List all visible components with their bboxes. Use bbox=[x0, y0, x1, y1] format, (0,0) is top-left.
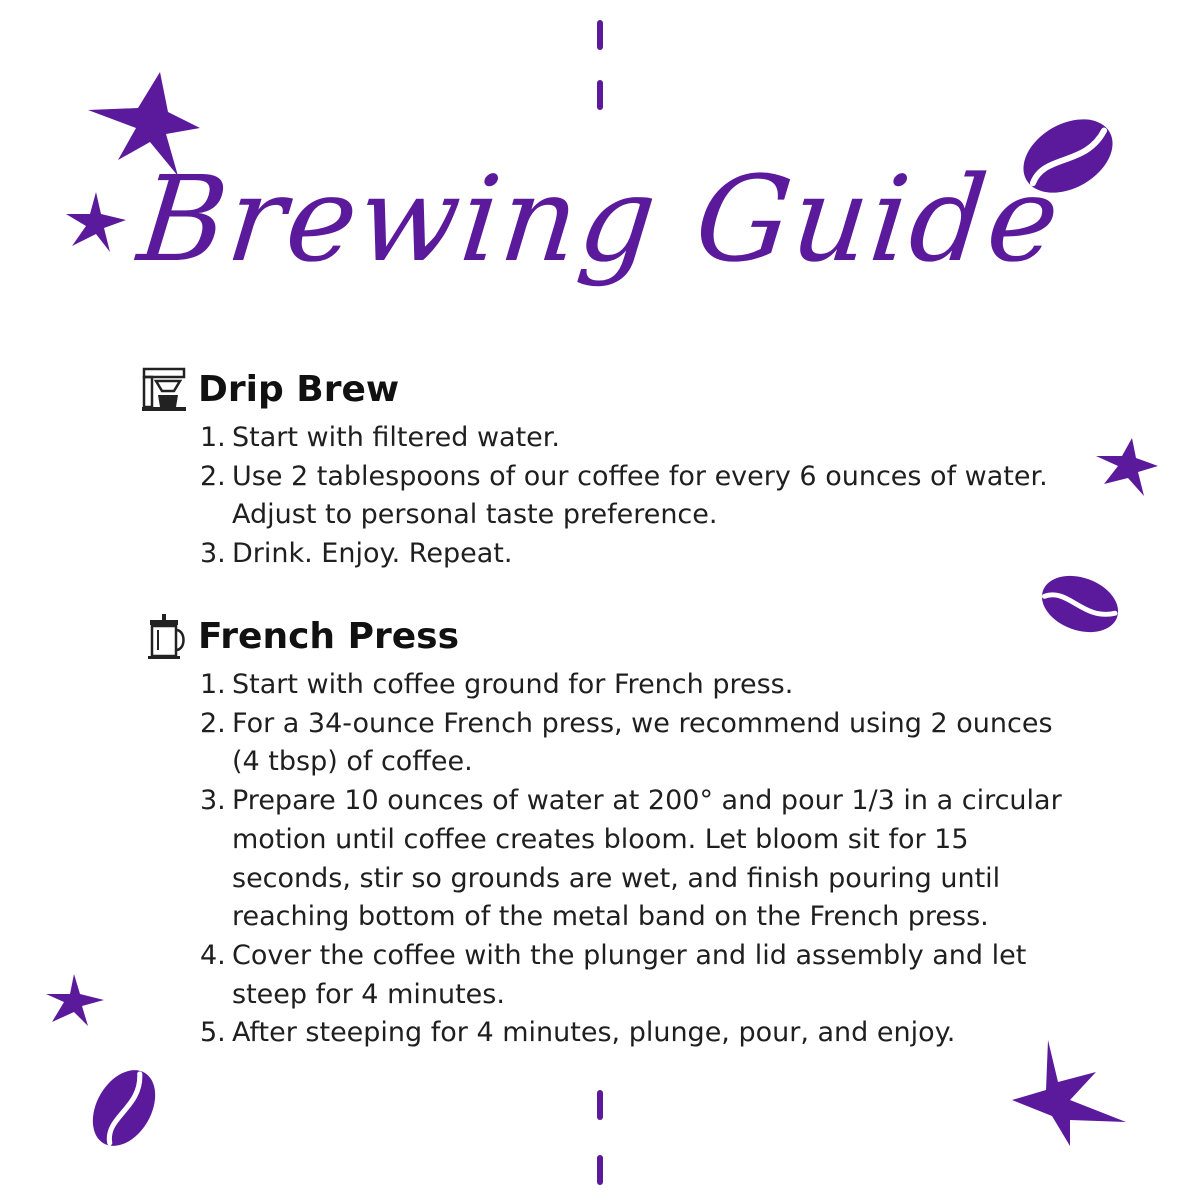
steps-list bbox=[200, 419, 1070, 574]
list-item: 2. Use 2 tablespoons of our coffee for every 6 ounces of water. Adjust to personal taste preference. bbox=[200, 460, 1048, 531]
list-item: 1. Start with coffee ground for French press. bbox=[200, 669, 794, 700]
section-header bbox=[140, 363, 1070, 415]
drip-coffee-maker-icon bbox=[140, 365, 190, 413]
coffee-bean-icon bbox=[80, 1059, 168, 1157]
list-item: 4. Cover the coffee with the plunger and lid assembly and let steep for 4 minutes. bbox=[200, 939, 1027, 1010]
page-title: Brewing Guide bbox=[132, 150, 1068, 288]
list-item: 1. Start with filtered water. bbox=[200, 422, 560, 453]
list-item: 3. Prepare 10 ounces of water at 200° and pour 1/3 in a circular motion until coffee creates bloom. Let bloom sit for 15 seconds, stir so grounds are wet, and finish pouring until reaching bottom of the metal band on the French press. bbox=[200, 785, 1062, 933]
star-icon bbox=[46, 974, 104, 1026]
steps-list bbox=[200, 666, 1070, 1053]
section-french-press bbox=[140, 610, 1070, 1053]
star-icon bbox=[1012, 1040, 1126, 1146]
star-icon bbox=[1096, 438, 1158, 496]
section-header bbox=[140, 610, 1070, 662]
list-item: 5. After steeping for 4 minutes, plunge, pour, and enjoy. bbox=[200, 1017, 956, 1049]
french-press-icon bbox=[140, 612, 190, 660]
dash-top bbox=[597, 20, 603, 110]
list-item: 2. For a 34-ounce French press, we recommend using 2 ounces (4 tbsp) of coffee. bbox=[200, 707, 1053, 778]
section-title: French Press bbox=[198, 615, 459, 657]
section-drip-brew bbox=[140, 363, 1070, 574]
section-title: Drip Brew bbox=[198, 368, 400, 410]
list-item: 3. Drink. Enjoy. Repeat. bbox=[200, 538, 513, 570]
dash-bottom bbox=[597, 1090, 603, 1185]
